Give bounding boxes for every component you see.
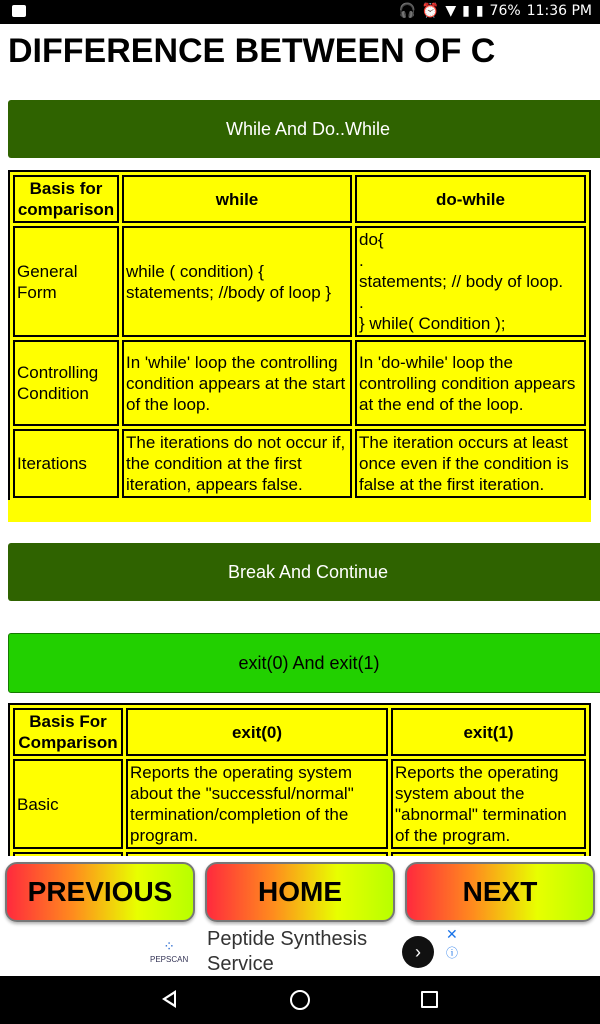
header-basis: Basis for comparison xyxy=(13,175,119,223)
previous-button[interactable]: PREVIOUS xyxy=(5,862,195,922)
battery-icon: ▮ xyxy=(475,3,484,19)
home-button[interactable]: HOME xyxy=(205,862,395,922)
cell: while ( condition) { statements; //body of loop } xyxy=(122,226,352,337)
while-do-while-button[interactable]: While And Do..While xyxy=(8,100,600,158)
row-label: Iterations xyxy=(13,429,119,498)
ad-logo: ⁘ PEPSCAN xyxy=(150,938,189,964)
cell: The iterations do not occur if, the condition at the first iteration, appears false. xyxy=(122,429,352,498)
cell: Reports the operating system about the "successful/normal" termination/completion of the program. xyxy=(126,759,388,849)
exit-button[interactable]: exit(0) And exit(1) xyxy=(8,633,600,693)
header-do-while: do-while xyxy=(355,175,586,223)
image-notification-icon xyxy=(12,5,26,17)
row-label: Basic xyxy=(13,759,123,849)
chevron-right-icon[interactable]: › xyxy=(402,936,434,968)
status-icons xyxy=(398,3,592,19)
system-navigation xyxy=(0,976,600,1024)
headphones-icon: 🎧 xyxy=(398,3,416,19)
header-basis: Basis For Comparison xyxy=(13,708,123,756)
next-button[interactable]: NEXT xyxy=(405,862,595,922)
clock: 11:36 PM xyxy=(526,3,592,19)
alarm-icon: ⏰ xyxy=(421,3,440,19)
bottom-navigation xyxy=(0,856,600,926)
cell: do{ . statements; // body of loop. . } while( Condition ); xyxy=(355,226,586,337)
info-icon[interactable]: ⓘ xyxy=(446,946,459,960)
home-icon[interactable] xyxy=(290,990,310,1010)
signal-icon: ▮ xyxy=(462,3,470,19)
status-bar xyxy=(0,0,600,24)
header-exit0: exit(0) xyxy=(126,708,388,756)
row-label: General Form xyxy=(13,226,119,337)
row-label: Controlling Condition xyxy=(13,340,119,426)
header-exit1: exit(1) xyxy=(391,708,586,756)
header-while: while xyxy=(122,175,352,223)
battery-percent: 76% xyxy=(489,3,521,19)
cell: In 'while' loop the controlling condition appears at the start of the loop. xyxy=(122,340,352,426)
close-icon[interactable]: ✕ xyxy=(446,926,458,942)
while-comparison-table xyxy=(8,170,591,503)
page-title: DIFFERENCE BETWEEN OF C xyxy=(8,32,496,70)
break-continue-button[interactable]: Break And Continue xyxy=(8,543,600,601)
ad-text[interactable]: Peptide Synthesis Service xyxy=(207,928,368,975)
wifi-icon: ▼ xyxy=(445,3,457,19)
recent-apps-icon[interactable] xyxy=(421,991,438,1008)
cell: In 'do-while' loop the controlling condition appears at the end of the loop. xyxy=(355,340,586,426)
yellow-strip xyxy=(8,500,591,522)
ad-banner[interactable] xyxy=(140,926,460,976)
cell: The iteration occurs at least once even if the condition is false at the first iteration. xyxy=(355,429,586,498)
cell: Reports the operating system about the "abnormal" termination of the program. xyxy=(391,759,586,849)
